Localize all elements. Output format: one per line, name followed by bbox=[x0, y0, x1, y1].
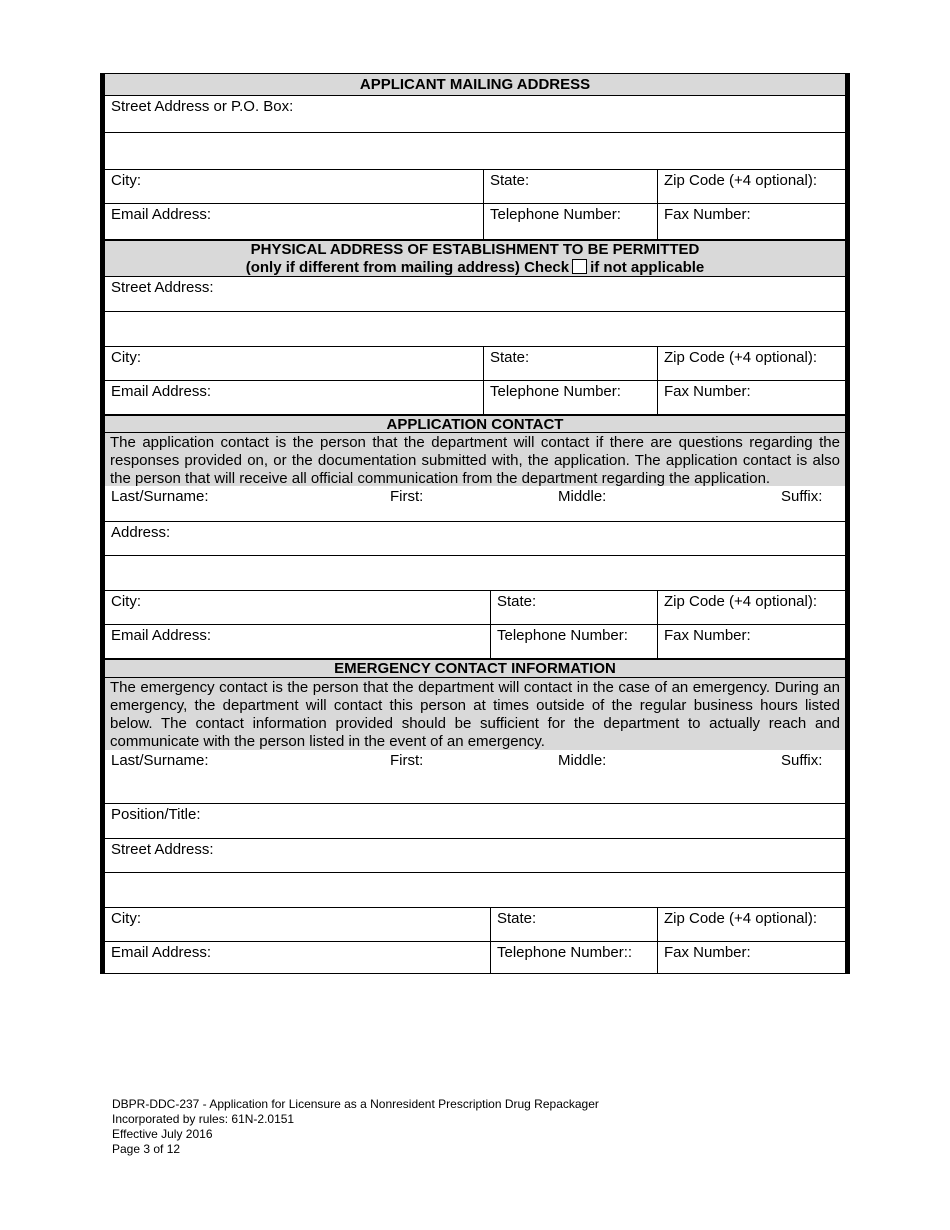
application-form bbox=[100, 73, 850, 974]
footer-form-title: DBPR-DDC-237 - Application for Licensure as a Nonresident Prescription Drug Repackager bbox=[112, 1097, 599, 1111]
physical-fax-label: Fax Number: bbox=[664, 383, 751, 400]
app-contact-fax-label: Fax Number: bbox=[664, 627, 751, 644]
physical-contact-row bbox=[105, 381, 845, 415]
mailing-contact-row bbox=[105, 204, 845, 240]
app-contact-first-label: First: bbox=[390, 488, 424, 505]
physical-city-label: City: bbox=[111, 349, 141, 366]
app-contact-address-field[interactable] bbox=[105, 522, 845, 556]
physical-phone-field[interactable] bbox=[483, 381, 657, 414]
app-contact-city-label: City: bbox=[111, 593, 141, 610]
app-contact-email-label: Email Address: bbox=[111, 627, 212, 644]
app-contact-state-label: State: bbox=[497, 593, 537, 610]
emergency-street-field[interactable] bbox=[105, 839, 845, 873]
footer-page-number: Page 3 of 12 bbox=[112, 1142, 181, 1156]
mailing-zip-label: Zip Code (+4 optional): bbox=[664, 172, 818, 189]
app-contact-email-field[interactable] bbox=[105, 625, 490, 658]
mailing-state-label: State: bbox=[490, 172, 530, 189]
emergency-street-label: Street Address: bbox=[111, 841, 214, 858]
app-contact-zip-label: Zip Code (+4 optional): bbox=[664, 593, 818, 610]
section-header-emergency: EMERGENCY CONTACT INFORMATION bbox=[105, 659, 845, 678]
physical-email-field[interactable] bbox=[105, 381, 483, 414]
mailing-street-label: Street Address or P.O. Box: bbox=[111, 98, 294, 115]
app-contact-middle-label: Middle: bbox=[558, 488, 607, 505]
physical-city-row bbox=[105, 347, 845, 381]
physical-street-label: Street Address: bbox=[111, 279, 214, 296]
emergency-name-row[interactable] bbox=[105, 750, 845, 804]
app-contact-zip-field[interactable] bbox=[657, 591, 845, 624]
physical-header-line2: (only if different from mailing address) Check if not applicable bbox=[245, 259, 705, 276]
footer-effective-date: Effective July 2016 bbox=[112, 1127, 213, 1141]
app-contact-city-row bbox=[105, 591, 845, 625]
physical-zip-label: Zip Code (+4 optional): bbox=[664, 349, 818, 366]
mailing-street-line2-field[interactable] bbox=[105, 133, 845, 170]
app-contact-city-field[interactable] bbox=[105, 591, 490, 624]
app-contact-name-row[interactable] bbox=[105, 486, 845, 522]
not-applicable-checkbox[interactable] bbox=[572, 259, 587, 274]
emergency-description: The emergency contact is the person that the department will contact in the case of an emergency. During an emergency, the department will contact this person at times outside of the regular business hours listed below. The contact information provided should be sufficient for the department to actually reach and communicate with the person listed in the event of an emergency. bbox=[105, 678, 845, 750]
app-contact-contact-row bbox=[105, 625, 845, 659]
mailing-city-row bbox=[105, 170, 845, 204]
physical-header-line1: PHYSICAL ADDRESS OF ESTABLISHMENT TO BE PERMITTED bbox=[250, 241, 700, 258]
emergency-email-field[interactable] bbox=[105, 942, 490, 973]
emergency-city-row bbox=[105, 908, 845, 942]
emergency-email-label: Email Address: bbox=[111, 944, 212, 961]
app-contact-address-line2-field[interactable] bbox=[105, 556, 845, 591]
app-contact-address-label: Address: bbox=[111, 524, 171, 541]
footer-rules: Incorporated by rules: 61N-2.0151 bbox=[112, 1112, 295, 1126]
emergency-first-label: First: bbox=[390, 752, 424, 769]
emergency-zip-label: Zip Code (+4 optional): bbox=[664, 910, 818, 927]
emergency-state-label: State: bbox=[497, 910, 537, 927]
mailing-street-field[interactable] bbox=[105, 96, 845, 133]
physical-phone-label: Telephone Number: bbox=[490, 383, 621, 400]
emergency-city-label: City: bbox=[111, 910, 141, 927]
emergency-phone-field[interactable] bbox=[490, 942, 657, 973]
app-contact-last-label: Last/Surname: bbox=[111, 488, 209, 505]
mailing-email-field[interactable] bbox=[105, 204, 483, 239]
mailing-phone-field[interactable] bbox=[483, 204, 657, 239]
emergency-phone-label: Telephone Number:: bbox=[497, 944, 633, 961]
mailing-zip-field[interactable] bbox=[657, 170, 845, 203]
app-contact-description: The application contact is the person that the department will contact if there are questions regarding the responses provided on, or the documentation submitted with, the application. The application contact is also the person that will receive all official communication from the department regarding the application. bbox=[105, 433, 845, 486]
page-footer bbox=[112, 1097, 599, 1157]
emergency-zip-field[interactable] bbox=[657, 908, 845, 941]
emergency-fax-field[interactable] bbox=[657, 942, 845, 973]
mailing-state-field[interactable] bbox=[483, 170, 657, 203]
emergency-contact-row bbox=[105, 942, 845, 974]
mailing-city-label: City: bbox=[111, 172, 141, 189]
mailing-phone-label: Telephone Number: bbox=[490, 206, 621, 223]
app-contact-fax-field[interactable] bbox=[657, 625, 845, 658]
emergency-last-label: Last/Surname: bbox=[111, 752, 209, 769]
mailing-fax-label: Fax Number: bbox=[664, 206, 751, 223]
app-contact-phone-label: Telephone Number: bbox=[497, 627, 628, 644]
emergency-street-line2-field[interactable] bbox=[105, 873, 845, 908]
emergency-position-field[interactable] bbox=[105, 804, 845, 839]
physical-city-field[interactable] bbox=[105, 347, 483, 380]
emergency-state-field[interactable] bbox=[490, 908, 657, 941]
physical-fax-field[interactable] bbox=[657, 381, 845, 414]
physical-street-line2-field[interactable] bbox=[105, 312, 845, 347]
physical-street-field[interactable] bbox=[105, 277, 845, 312]
section-header-mailing: APPLICANT MAILING ADDRESS bbox=[105, 73, 845, 96]
section-header-app-contact: APPLICATION CONTACT bbox=[105, 415, 845, 433]
app-contact-state-field[interactable] bbox=[490, 591, 657, 624]
physical-state-field[interactable] bbox=[483, 347, 657, 380]
emergency-position-label: Position/Title: bbox=[111, 806, 201, 823]
physical-zip-field[interactable] bbox=[657, 347, 845, 380]
mailing-city-field[interactable] bbox=[105, 170, 483, 203]
emergency-suffix-label: Suffix: bbox=[781, 752, 823, 769]
emergency-city-field[interactable] bbox=[105, 908, 490, 941]
app-contact-phone-field[interactable] bbox=[490, 625, 657, 658]
app-contact-suffix-label: Suffix: bbox=[781, 488, 823, 505]
physical-email-label: Email Address: bbox=[111, 383, 212, 400]
emergency-fax-label: Fax Number: bbox=[664, 944, 751, 961]
section-header-physical bbox=[105, 240, 845, 277]
emergency-middle-label: Middle: bbox=[558, 752, 607, 769]
physical-state-label: State: bbox=[490, 349, 530, 366]
mailing-fax-field[interactable] bbox=[657, 204, 845, 239]
mailing-email-label: Email Address: bbox=[111, 206, 212, 223]
